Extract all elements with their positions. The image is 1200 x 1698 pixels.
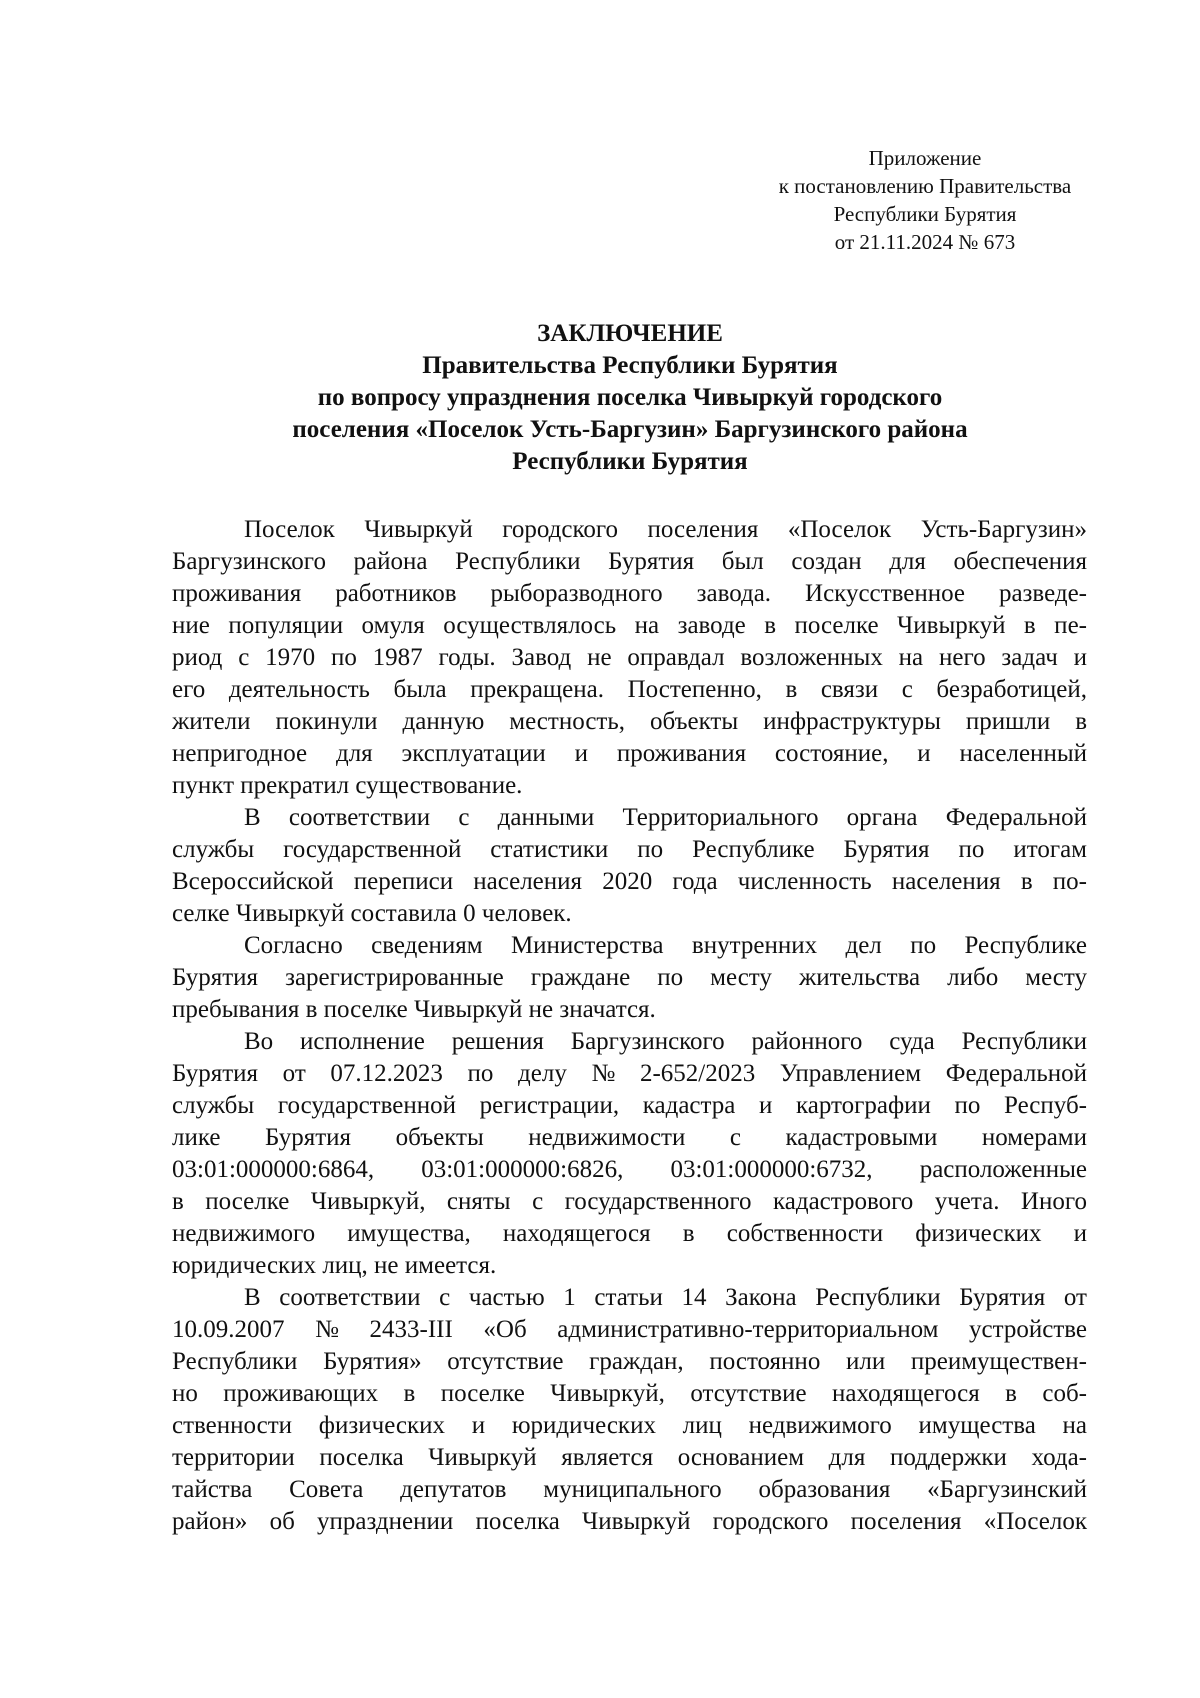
paragraph-line: тайства Совета депутатов муниципального образования «Баргузинский bbox=[172, 1476, 1087, 1503]
paragraph-line: в поселке Чивыркуй, сняты с государственного кадастрового учета. Иного bbox=[172, 1188, 1087, 1215]
paragraph-line: пребывания в поселке Чивыркуй не значатся. bbox=[172, 996, 656, 1023]
paragraph bbox=[172, 514, 1087, 802]
paragraph-line: юридических лиц, не имеется. bbox=[172, 1252, 497, 1279]
paragraph-line: В соответствии с частью 1 статьи 14 Закона Республики Бурятия от bbox=[244, 1284, 1087, 1311]
paragraph-line: Всероссийской переписи населения 2020 года численность населения в по- bbox=[172, 868, 1087, 895]
paragraph bbox=[172, 802, 1087, 930]
paragraph-line: риод с 1970 по 1987 годы. Завод не оправдал возложенных на него задач и bbox=[172, 644, 1087, 671]
appendix-line: Республики Бурятия bbox=[833, 202, 1017, 226]
paragraph-line: но проживающих в поселке Чивыркуй, отсутствие находящегося в соб- bbox=[172, 1380, 1087, 1407]
title-line: Правительства Республики Бурятия bbox=[422, 352, 838, 379]
paragraph-line: Согласно сведениям Министерства внутренних дел по Республике bbox=[244, 932, 1087, 959]
paragraph-line: службы государственной статистики по Республике Бурятия по итогам bbox=[172, 836, 1087, 863]
title-line: ЗАКЛЮЧЕНИЕ bbox=[537, 320, 723, 347]
title-line: Республики Бурятия bbox=[512, 448, 748, 475]
paragraph-line: Баргузинского района Республики Бурятия был создан для обеспечения bbox=[172, 548, 1087, 575]
document-title bbox=[170, 318, 1090, 478]
paragraph-line: непригодное для эксплуатации и проживания состояние, и населенный bbox=[172, 740, 1087, 767]
paragraph-line: ственности физических и юридических лиц недвижимого имущества на bbox=[172, 1412, 1087, 1439]
paragraph-line: 10.09.2007 № 2433-III «Об административно-территориальном устройстве bbox=[172, 1316, 1087, 1343]
paragraph-line: службы государственной регистрации, кадастра и картографии по Респуб- bbox=[172, 1092, 1087, 1119]
paragraph bbox=[172, 1026, 1087, 1282]
paragraph-line: пункт прекратил существование. bbox=[172, 772, 523, 799]
paragraph-line: жители покинули данную местность, объекты инфраструктуры пришли в bbox=[172, 708, 1087, 735]
paragraph-line: территории поселка Чивыркуй является основанием для поддержки хода- bbox=[172, 1444, 1087, 1471]
appendix-line: к постановлению Правительства bbox=[778, 174, 1072, 198]
paragraph-line: лике Бурятия объекты недвижимости с кадастровыми номерами bbox=[172, 1124, 1087, 1151]
paragraph bbox=[172, 930, 1087, 1026]
paragraph-line: селке Чивыркуй составила 0 человек. bbox=[172, 900, 572, 927]
paragraph-line: проживания работников рыборазводного завода. Искусственное разведе- bbox=[172, 580, 1087, 607]
paragraph bbox=[172, 1282, 1087, 1538]
paragraph-line: недвижимого имущества, находящегося в собственности физических и bbox=[172, 1220, 1087, 1247]
paragraph-line: его деятельность была прекращена. Постепенно, в связи с безработицей, bbox=[172, 676, 1087, 703]
appendix-header bbox=[735, 144, 1115, 256]
paragraph-line: ние популяции омуля осуществлялось на заводе в поселке Чивыркуй в пе- bbox=[172, 612, 1087, 639]
document-body bbox=[172, 514, 1087, 1538]
paragraph-line: Республики Бурятия» отсутствие граждан, постоянно или преимуществен- bbox=[172, 1348, 1087, 1375]
paragraph-line: Поселок Чивыркуй городского поселения «Поселок Усть-Баргузин» bbox=[244, 516, 1087, 543]
paragraph-line: Бурятия зарегистрированные граждане по месту жительства либо месту bbox=[172, 964, 1087, 991]
paragraph-line: 03:01:000000:6864, 03:01:000000:6826, 03:01:000000:6732, расположенные bbox=[172, 1156, 1087, 1183]
paragraph-line: В соответствии с данными Территориального органа Федеральной bbox=[244, 804, 1087, 831]
appendix-line: от 21.11.2024 № 673 bbox=[834, 230, 1016, 254]
paragraph-line: район» об упразднении поселка Чивыркуй городского поселения «Поселок bbox=[172, 1508, 1087, 1535]
appendix-line: Приложение bbox=[868, 146, 982, 170]
title-line: по вопросу упразднения поселка Чивыркуй городского bbox=[317, 384, 943, 411]
paragraph-line: Бурятия от 07.12.2023 по делу № 2-652/2023 Управлением Федеральной bbox=[172, 1060, 1087, 1087]
title-line: поселения «Поселок Усть-Баргузин» Баргузинского района bbox=[292, 416, 968, 443]
paragraph-line: Во исполнение решения Баргузинского районного суда Республики bbox=[244, 1028, 1087, 1055]
